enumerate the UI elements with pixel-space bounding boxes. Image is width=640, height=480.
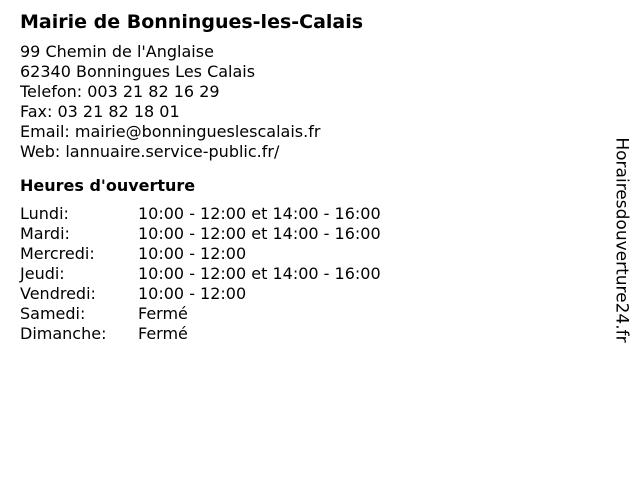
hours-row-saturday bbox=[20, 304, 381, 324]
hours-row-friday bbox=[20, 284, 381, 304]
site-watermark-text: Horairesdouverture24.fr bbox=[612, 137, 632, 343]
hours-row-tuesday bbox=[20, 224, 381, 244]
site-watermark bbox=[610, 134, 634, 346]
time-value: 10:00 - 12:00 et 14:00 - 16:00 bbox=[138, 224, 381, 243]
address-line-1: 99 Chemin de l'Anglaise bbox=[20, 42, 214, 61]
time-value: 10:00 - 12:00 et 14:00 - 16:00 bbox=[138, 264, 381, 283]
day-label: Samedi: bbox=[20, 304, 86, 323]
phone-line: Telefon: 003 21 82 16 29 bbox=[20, 82, 220, 101]
time-value: 10:00 - 12:00 bbox=[138, 244, 247, 263]
day-label: Dimanche: bbox=[20, 324, 107, 343]
web-line: Web: lannuaire.service-public.fr/ bbox=[20, 142, 280, 161]
time-value: 10:00 - 12:00 et 14:00 - 16:00 bbox=[138, 204, 381, 223]
day-label: Lundi: bbox=[20, 204, 69, 223]
fax-line: Fax: 03 21 82 18 01 bbox=[20, 102, 180, 121]
hours-row-thursday bbox=[20, 264, 381, 284]
time-value: Fermé bbox=[138, 324, 188, 343]
opening-hours-table bbox=[20, 204, 381, 344]
hours-row-monday bbox=[20, 204, 381, 224]
hours-heading: Heures d'ouverture bbox=[20, 176, 196, 195]
day-label: Jeudi: bbox=[20, 264, 65, 283]
day-label: Mercredi: bbox=[20, 244, 95, 263]
address-line-2: 62340 Bonningues Les Calais bbox=[20, 62, 256, 81]
time-value: 10:00 - 12:00 bbox=[138, 284, 247, 303]
page-title: Mairie de Bonningues-les-Calais bbox=[20, 11, 364, 33]
mairie-card bbox=[20, 10, 580, 344]
time-value: Fermé bbox=[138, 304, 188, 323]
day-label: Vendredi: bbox=[20, 284, 96, 303]
email-line: Email: mairie@bonningueslescalais.fr bbox=[20, 122, 321, 141]
hours-row-sunday bbox=[20, 324, 381, 344]
hours-row-wednesday bbox=[20, 244, 381, 264]
day-label: Mardi: bbox=[20, 224, 70, 243]
